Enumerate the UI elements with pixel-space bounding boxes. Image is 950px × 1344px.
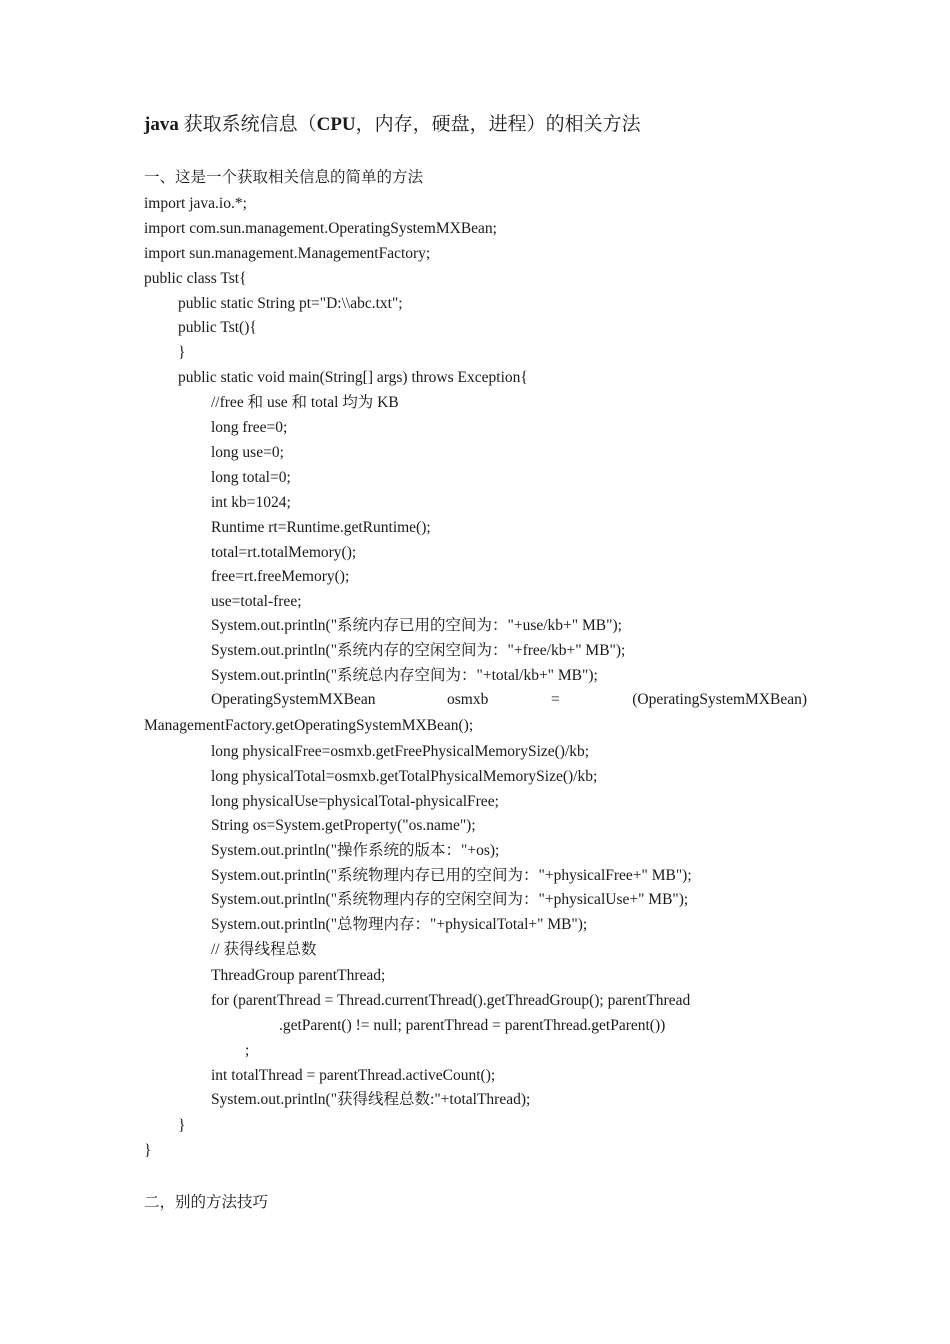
code-line: System.out.println("系统总内存空间为："+total/kb+" MB"); xyxy=(211,667,598,684)
code-line-justified xyxy=(211,689,807,711)
code-line: import java.io.*; xyxy=(144,195,247,212)
code-line: int totalThread = parentThread.activeCount(); xyxy=(211,1067,496,1084)
code-line: long total=0; xyxy=(211,469,291,486)
code-line: System.out.println("总物理内存："+physicalTotal+" MB"); xyxy=(211,916,588,933)
code-line: ; xyxy=(245,1042,250,1059)
code-comment: //free 和 use 和 total 均为 KB xyxy=(211,394,399,411)
code-line: public Tst(){ xyxy=(178,319,257,336)
title-java: java xyxy=(144,114,179,135)
code-line: long physicalFree=osmxb.getFreePhysicalMemorySize()/kb; xyxy=(211,743,590,760)
code-line: long physicalTotal=osmxb.getTotalPhysicalMemorySize()/kb; xyxy=(211,768,598,785)
code-line: Runtime rt=Runtime.getRuntime(); xyxy=(211,519,431,536)
page-title xyxy=(144,112,641,138)
code-line: free=rt.freeMemory(); xyxy=(211,568,350,585)
code-line: int kb=1024; xyxy=(211,494,291,511)
code-line: System.out.println("系统内存的空闲空间为："+free/kb+" MB"); xyxy=(211,642,626,659)
code-line: } xyxy=(178,344,186,361)
code-line: import sun.management.ManagementFactory; xyxy=(144,245,431,262)
code-line: } xyxy=(178,1117,186,1134)
code-comment: // 获得线程总数 xyxy=(211,941,317,958)
title-cpu: CPU xyxy=(316,114,356,135)
code-line: long physicalUse=physicalTotal-physicalFree; xyxy=(211,793,499,810)
code-line: ManagementFactory.getOperatingSystemMXBean(); xyxy=(144,717,474,734)
code-line: System.out.println("系统物理内存的空闲空间为："+physicalUse+" MB"); xyxy=(211,891,689,908)
code-line: System.out.println("系统内存已用的空间为："+use/kb+" MB"); xyxy=(211,617,622,634)
code-line: ThreadGroup parentThread; xyxy=(211,967,386,984)
code-line: public static String pt="D:\\abc.txt"; xyxy=(178,295,403,312)
code-line: String os=System.getProperty("os.name"); xyxy=(211,817,476,834)
code-line: public class Tst{ xyxy=(144,270,247,287)
section-heading-2: 二，别的方法技巧 xyxy=(144,1194,269,1211)
code-token: osmxb xyxy=(447,691,489,708)
code-line: long free=0; xyxy=(211,419,288,436)
title-text-1: 获取系统信息（ xyxy=(178,114,317,135)
code-line: System.out.println("操作系统的版本："+os); xyxy=(211,842,500,859)
code-line: } xyxy=(144,1142,152,1159)
code-line: public static void main(String[] args) throws Exception{ xyxy=(178,369,528,386)
code-line: for (parentThread = Thread.currentThread().getThreadGroup(); parentThread xyxy=(211,992,691,1009)
code-line: import com.sun.management.OperatingSystemMXBean; xyxy=(144,220,497,237)
section-heading-1: 一、这是一个获取相关信息的简单的方法 xyxy=(144,169,424,186)
code-token: OperatingSystemMXBean xyxy=(211,691,376,708)
code-token: = xyxy=(551,691,560,708)
code-line: long use=0; xyxy=(211,444,284,461)
title-text-2: ，内存，硬盘，进程）的相关方法 xyxy=(355,114,641,135)
code-line: System.out.println("系统物理内存已用的空间为："+physicalFree+" MB"); xyxy=(211,867,692,884)
code-line: System.out.println("获得线程总数:"+totalThread); xyxy=(211,1091,531,1108)
code-line: .getParent() != null; parentThread = parentThread.getParent()) xyxy=(279,1017,666,1034)
code-line: total=rt.totalMemory(); xyxy=(211,544,357,561)
code-line: use=total-free; xyxy=(211,593,302,610)
code-token: (OperatingSystemMXBean) xyxy=(632,691,807,708)
